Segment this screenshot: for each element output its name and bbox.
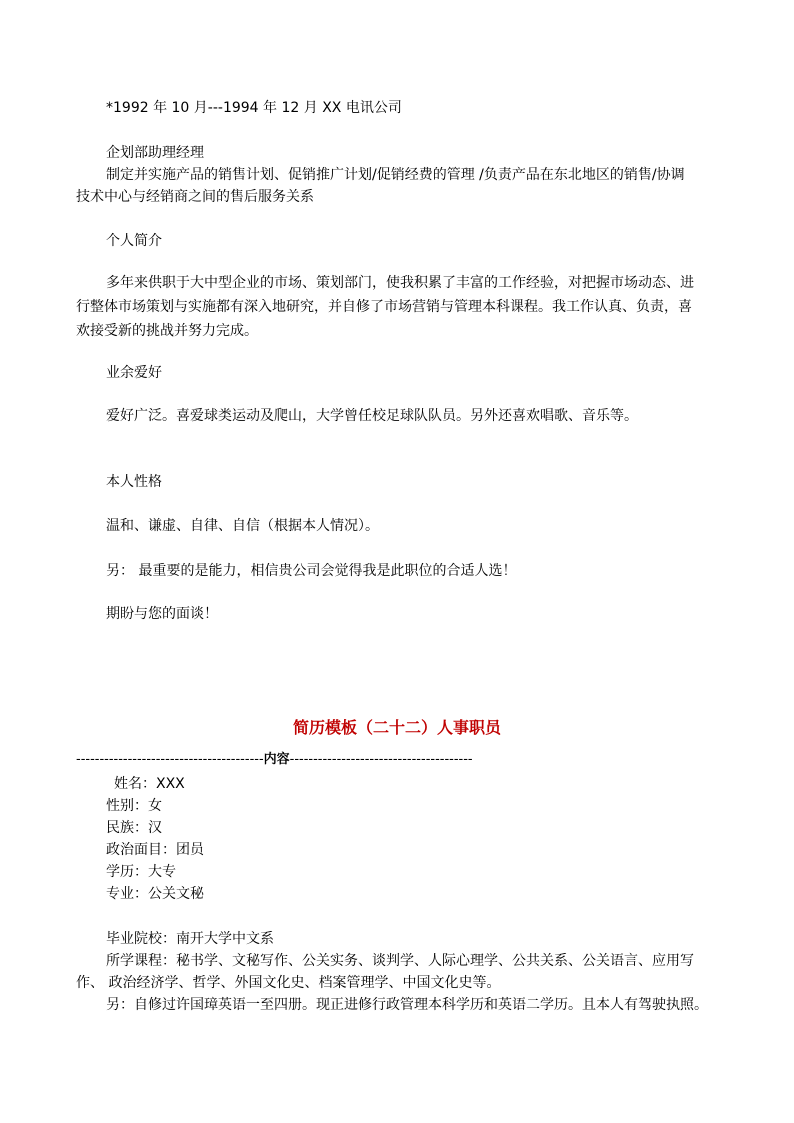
field-political: 政治面目：团员: [106, 842, 204, 858]
field-ethnicity: 民族：汉: [106, 820, 162, 836]
note-text: 另： 最重要的是能力，相信贵公司会觉得我是此职位的合适人选！: [106, 563, 517, 579]
field-courses-line1: 所学课程：秘书学、文秘写作、公关实务、谈判学、人际心理学、公共关系、公关语言、应用写: [106, 953, 694, 969]
job-title: 企划部助理经理: [106, 145, 204, 161]
field-school: 毕业院校：南开大学中文系: [106, 931, 274, 947]
job-description-line1: 制定并实施产品的销售计划、促销推广计划/促销经费的管理 /负责产品在东北地区的销售/协调: [106, 167, 685, 183]
hobby-heading: 业余爱好: [106, 365, 162, 381]
personality-heading: 本人性格: [106, 474, 162, 490]
field-education: 学历：大专: [106, 864, 176, 880]
personality-text: 温和、谦虚、自律、自信（根据本人情况）。: [106, 518, 379, 534]
divider-left: ----------------------------------------: [76, 752, 264, 767]
intro-line3: 欢接受新的挑战并努力完成。: [76, 323, 258, 339]
field-name: 姓名：XXX: [114, 776, 185, 792]
resume-template-title: 简历模板（二十二）人事职员: [292, 718, 501, 737]
field-other: 另：自修过许国璋英语一至四册。现正进修行政管理本科学历和英语二学历。且本人有驾驶执照。: [106, 997, 708, 1013]
job-description-line2: 技术中心与经销商之间的售后服务关系: [76, 189, 314, 205]
closing-text: 期盼与您的面谈！: [106, 606, 218, 622]
job-period: *1992 年 10 月---1994 年 12 月 XX 电讯公司: [106, 100, 402, 116]
intro-heading: 个人简介: [106, 233, 162, 249]
content-divider: [76, 750, 473, 770]
divider-label: 内容: [263, 752, 290, 767]
intro-line1: 多年来供职于大中型企业的市场、策划部门，使我积累了丰富的工作经验，对把握市场动态、进: [106, 275, 694, 291]
divider-right: ---------------------------------------: [289, 752, 473, 767]
hobby-text: 爱好广泛。喜爱球类运动及爬山，大学曾任校足球队队员。另外还喜欢唱歌、音乐等。: [106, 408, 638, 424]
intro-line2: 行整体市场策划与实施都有深入地研究，并自修了市场营销与管理本科课程。我工作认真、负责，喜: [76, 299, 692, 315]
field-major: 专业：公关文秘: [106, 886, 204, 902]
field-courses-line2: 作、 政治经济学、哲学、外国文化史、档案管理学、中国文化史等。: [76, 975, 501, 991]
field-gender: 性别：女: [106, 798, 162, 814]
